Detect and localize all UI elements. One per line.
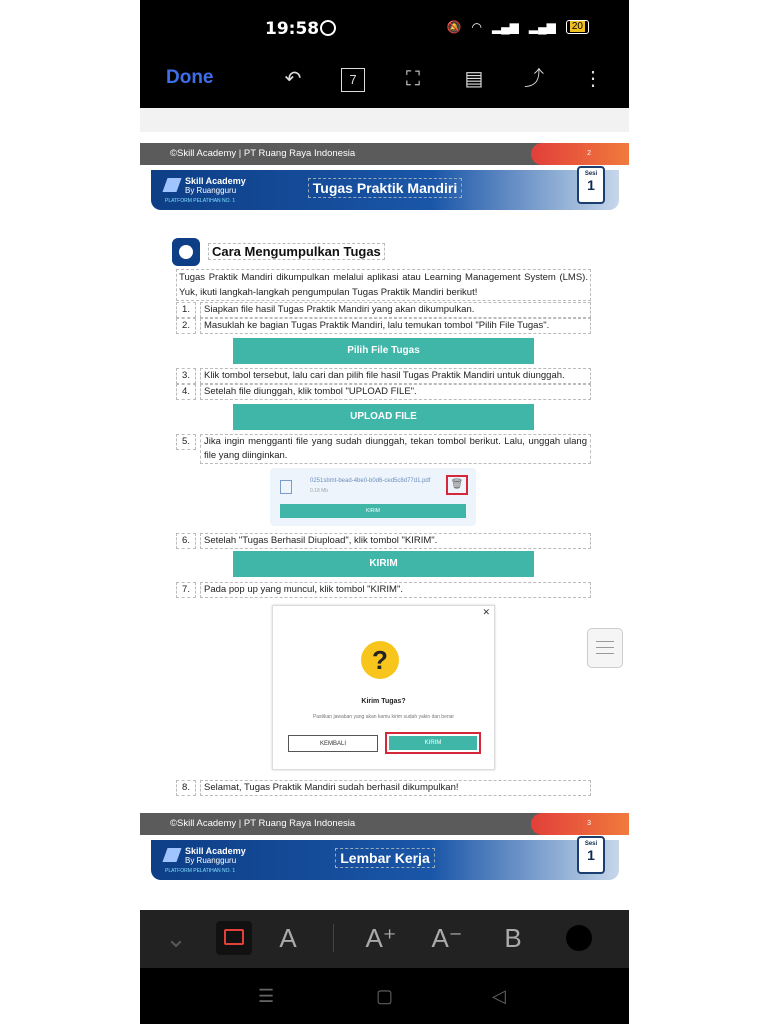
logo-line3: PLATFORM PELATIHAN NO. 1 [165, 868, 236, 874]
mute-icon: 🔕 [446, 20, 462, 34]
sesi-number: 1 [587, 177, 595, 193]
modal-description: Pastikan jawaban yang akan kamu kirim sudah yakin dan benar [312, 714, 455, 720]
page-number: 3 [587, 820, 591, 827]
file-size: 0.18 Mb [310, 488, 329, 494]
battery-level: 20 [571, 21, 583, 32]
sesi-label: Sesi [584, 171, 598, 177]
footer-accent [531, 813, 629, 835]
page-footer-strip [140, 813, 629, 835]
document-view: ©Skill Academy | PT Ruang Raya Indonesia 2 Skill Academy By Ruangguru PLATFORM PELATIHAN NO. 1 Tugas Praktik Mandiri Sesi 1 Cara Mengumpulkan Tugas Tugas Praktik Mandiri dikumpulkan melalui aplikasi atau Learning Management System (LMS). Yuk, ikuti langkah-langkah pengumpulan Tugas Praktik Mandiri berikut! 1. Siapkan file hasil Tugas Praktik Mandiri yang akan dikumpulkan. 2. Masuklah ke bagian Tugas Praktik Mandiri, lalu temukan tombol "Pilih File Tugas". Pilih File Tugas 3. Klik tombol tersebut, lalu cari dan pilih file hasil Tugas Praktik Mandiri untuk diunggah. 4. Setelah file diunggah, klik tombol "UPLOAD FILE". UPLOAD FILE 5. Jika ingin mengganti file yang sudah diunggah, tekan tombol berikut. Lalu, unggah ulang file yang diinginkan. 0251sbmt-bead-4be0-b0d6-ced5c8d77d1.pdf 0.18 Mb 🗑 KIRIM 6. Setelah "Tugas Berhasil Diupload", klik tombol "KIRIM". KIRIM 7. Pada pop up yang muncul, klik tombol "KIRIM". ✕ ? Kirim Tugas? Pastikan jawaban yang akan kamu kirim sudah yakin dan benar KEMBALI KIRIM 8. Selamat, Tugas Praktik Mandiri sudah berhasil dikumpulkan! ©Skill Academy | PT Ruang Raya Indonesia 3 Skill Academy By Ruangguru PLATFORM PELATIHAN NO. 1 Lembar Kerja Sesi 1 [140, 108, 629, 910]
signal2-icon: ▂▄▆ [528, 20, 556, 34]
modal-kirim-button: KIRIM [385, 732, 481, 754]
status-bar [140, 0, 629, 58]
logo-line1: Skill Academy [185, 846, 246, 856]
file-name: 0251sbmt-bead-4be0-b0d6-ced5c8d77d1.pdf [310, 478, 431, 484]
page-banner [151, 170, 619, 210]
section-icon [172, 238, 200, 266]
page-footer-strip [140, 143, 629, 165]
page-number: 2 [587, 150, 591, 157]
banner-title: Tugas Praktik Mandiri [151, 180, 619, 196]
intro-paragraph: Tugas Praktik Mandiri dikumpulkan melalui aplikasi atau Learning Management System (LMS). Yuk, ikuti langkah-langkah pengumpulan Tugas Praktik Mandiri berikut! [176, 269, 591, 301]
sesi-number: 1 [587, 847, 595, 863]
logo-line1: Skill Academy [185, 176, 246, 186]
system-nav-bar [140, 968, 629, 1024]
signal-icon: ▂▄▆ [491, 20, 519, 34]
upload-file-button: UPLOAD FILE [233, 404, 534, 430]
crop-icon[interactable]: ⛶ [406, 68, 420, 90]
status-icons [447, 20, 590, 34]
whatsapp-icon [320, 20, 336, 36]
phone-screen [140, 0, 629, 1024]
section-title: Cara Mengumpulkan Tugas [208, 243, 385, 260]
modal-title: Kirim Tugas? [361, 698, 406, 705]
text-style-icon[interactable]: A [279, 923, 297, 953]
kembali-button: KEMBALI [288, 735, 378, 752]
undo-icon[interactable]: ↶ [284, 68, 302, 90]
wifi-icon: ◠ [471, 20, 482, 34]
font-increase-icon[interactable]: A⁺ [365, 923, 397, 953]
color-picker-icon[interactable] [566, 925, 592, 951]
recents-icon[interactable]: ☰ [258, 986, 275, 1006]
file-icon [280, 480, 292, 494]
uploaded-file-card [270, 468, 476, 526]
back-icon[interactable]: ◁ [492, 986, 506, 1006]
editor-toolbar [140, 58, 629, 108]
banner-title: Lembar Kerja [151, 850, 619, 866]
logo-line2: By Ruangguru [185, 856, 237, 865]
kirim-button: KIRIM [233, 551, 534, 577]
font-decrease-icon[interactable]: A⁻ [431, 923, 463, 953]
battery-icon [566, 20, 589, 34]
question-icon: ? [361, 641, 399, 679]
footer-accent [531, 143, 629, 165]
keyboard-icon[interactable] [216, 921, 252, 955]
sesi-badge [577, 166, 605, 204]
footer-text: ©Skill Academy | PT Ruang Raya Indonesia [170, 148, 356, 159]
floating-menu-button[interactable] [587, 628, 623, 668]
home-icon[interactable]: ▢ [376, 986, 394, 1006]
footer-text: ©Skill Academy | PT Ruang Raya Indonesia [170, 818, 356, 829]
card-kirim-button: KIRIM [280, 504, 466, 518]
layout-icon[interactable]: ▤ [464, 68, 484, 90]
share-icon[interactable]: ⤴ [524, 68, 544, 90]
more-icon[interactable]: ⋮ [583, 68, 603, 90]
close-icon: ✕ [482, 607, 490, 617]
clock: 19:58 [265, 19, 320, 39]
sesi-label: Sesi [584, 841, 598, 847]
page-banner [151, 840, 619, 880]
sesi-badge [577, 836, 605, 874]
trash-icon: 🗑 [446, 475, 468, 495]
pilih-file-button: Pilih File Tugas [233, 338, 534, 364]
logo-line3: PLATFORM PELATIHAN NO. 1 [165, 198, 236, 204]
page-gap [140, 108, 629, 132]
page-number-button[interactable]: 7 [341, 68, 365, 92]
logo-line2: By Ruangguru [185, 186, 237, 195]
collapse-icon[interactable]: ⌄ [165, 923, 187, 953]
confirm-modal-image [272, 605, 495, 770]
format-toolbar [140, 910, 629, 968]
bold-icon[interactable]: B [504, 923, 522, 953]
done-button[interactable]: Done [166, 67, 214, 88]
